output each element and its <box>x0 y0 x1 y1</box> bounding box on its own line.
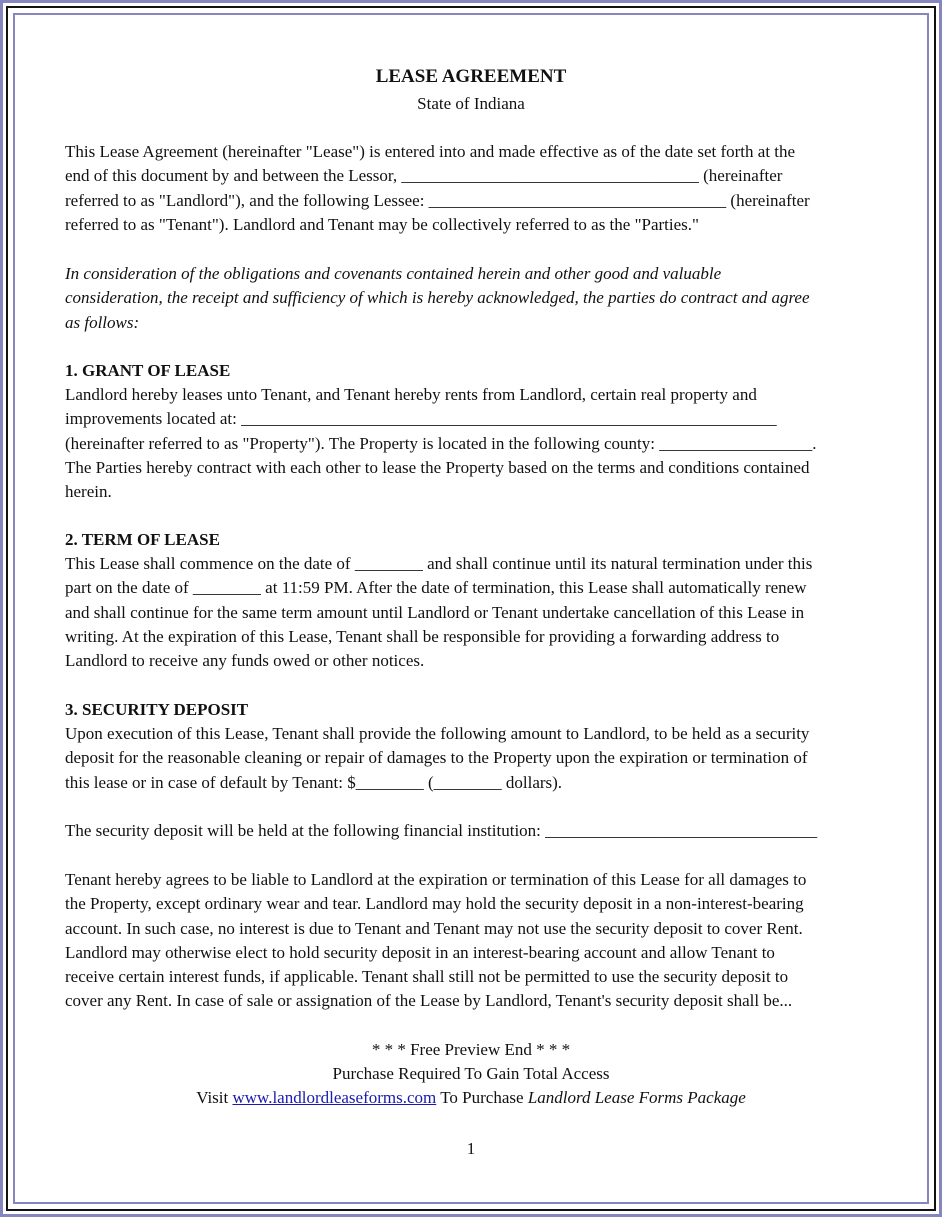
text-line: receive certain interest funds, if applicable. Tenant shall still not be permitted to use the security deposit to <box>65 967 789 987</box>
text-line: This Lease shall commence on the date of ________ and shall continue until its natural termination under this <box>65 554 813 573</box>
package-name: Landlord Lease Forms Package <box>527 1088 746 1107</box>
text-line: herein. <box>65 482 112 502</box>
section-body-deposit <box>65 722 809 795</box>
text-line: Landlord to receive any funds owed or other notices. <box>65 651 425 671</box>
visit-text: Visit <box>196 1088 229 1107</box>
text-line: account. In such case, no interest is due to Tenant and Tenant may not use the security deposit to cover Rent. <box>65 918 803 938</box>
text-line: Landlord hereby leases unto Tenant, and Tenant hereby rents from Landlord, certain real property and <box>65 385 757 404</box>
purchase-notice: Purchase Required To Gain Total Access <box>332 1064 610 1083</box>
text-line: cover any Rent. In case of sale or assignation of the Lease by Landlord, Tenant's security deposit shall be... <box>65 991 793 1011</box>
text-line: end of this document by and between the Lessor, ___________________________________ (hereinafter <box>65 166 783 186</box>
section-body-grant <box>65 383 816 504</box>
text-line: Landlord may otherwise elect to hold security deposit in an interest-bearing account and allow Tenant to <box>65 942 775 962</box>
preview-end: * * * Free Preview End * * * <box>371 1040 571 1059</box>
page-number: 1 <box>466 1139 476 1158</box>
text-line: the Property, except ordinary wear and tear. Landlord may hold the security deposit in a non-interest-bearing <box>65 894 804 914</box>
text-line: as follows: <box>65 312 140 332</box>
institution-line: The security deposit will be held at the following financial institution: ________________________________ <box>65 821 818 840</box>
document-title: LEASE AGREEMENT <box>375 66 567 87</box>
intro-paragraph <box>65 140 810 237</box>
text-line: improvements located at: _______________________________________________________________ <box>65 409 777 429</box>
section-heading-deposit: 3. SECURITY DEPOSIT <box>65 700 249 719</box>
text-line: referred to as "Tenant"). Landlord and Tenant may be collectively referred to as the "Parties." <box>65 214 699 234</box>
text-line: referred to as "Landlord"), and the following Lessee: ___________________________________ (hereinafter <box>65 190 810 210</box>
text-line: part on the date of ________ at 11:59 PM. After the date of termination, this Lease shall automatically renew <box>65 578 807 598</box>
text-line: consideration, the receipt and sufficiency of which is hereby acknowledged, the parties do contract and agree <box>65 288 810 308</box>
section-heading-grant: 1. GRANT OF LEASE <box>65 361 231 380</box>
text-line: writing. At the expiration of this Lease, Tenant shall be responsible for providing a forwarding address to <box>65 626 780 646</box>
section-heading-term: 2. TERM OF LEASE <box>65 530 220 549</box>
text-line: and shall continue for the same term amount until Landlord or Tenant undertake cancellation of this Lease in <box>65 602 805 622</box>
document-subtitle: State of Indiana <box>417 94 525 113</box>
website-link[interactable]: www.landlordleaseforms.com <box>232 1088 437 1107</box>
text-line: Upon execution of this Lease, Tenant shall provide the following amount to Landlord, to be held as a security <box>65 724 810 743</box>
text-line: deposit for the reasonable cleaning or repair of damages to the Property upon the expiration or termination of <box>65 748 808 768</box>
section-body-term <box>65 552 812 673</box>
text-line: this lease or in case of default by Tenant: $________ (________ dollars). <box>65 772 563 792</box>
text-line: (hereinafter referred to as "Property"). The Property is located in the following county: __________________. <box>65 433 817 453</box>
text-line: Tenant hereby agrees to be liable to Landlord at the expiration or termination of this Lease for all damages to <box>65 870 807 889</box>
liability-paragraph <box>65 868 806 1014</box>
visit-line <box>0 1086 942 1110</box>
consideration-paragraph <box>65 262 810 335</box>
text-line: In consideration of the obligations and covenants contained herein and other good and valuable <box>65 264 722 283</box>
text-line: The Parties hereby contract with each other to lease the Property based on the terms and conditions contained <box>65 457 810 477</box>
text-line: This Lease Agreement (hereinafter "Lease") is entered into and made effective as of the date set forth at the <box>65 142 796 161</box>
to-purchase-text: To Purchase <box>440 1088 524 1107</box>
